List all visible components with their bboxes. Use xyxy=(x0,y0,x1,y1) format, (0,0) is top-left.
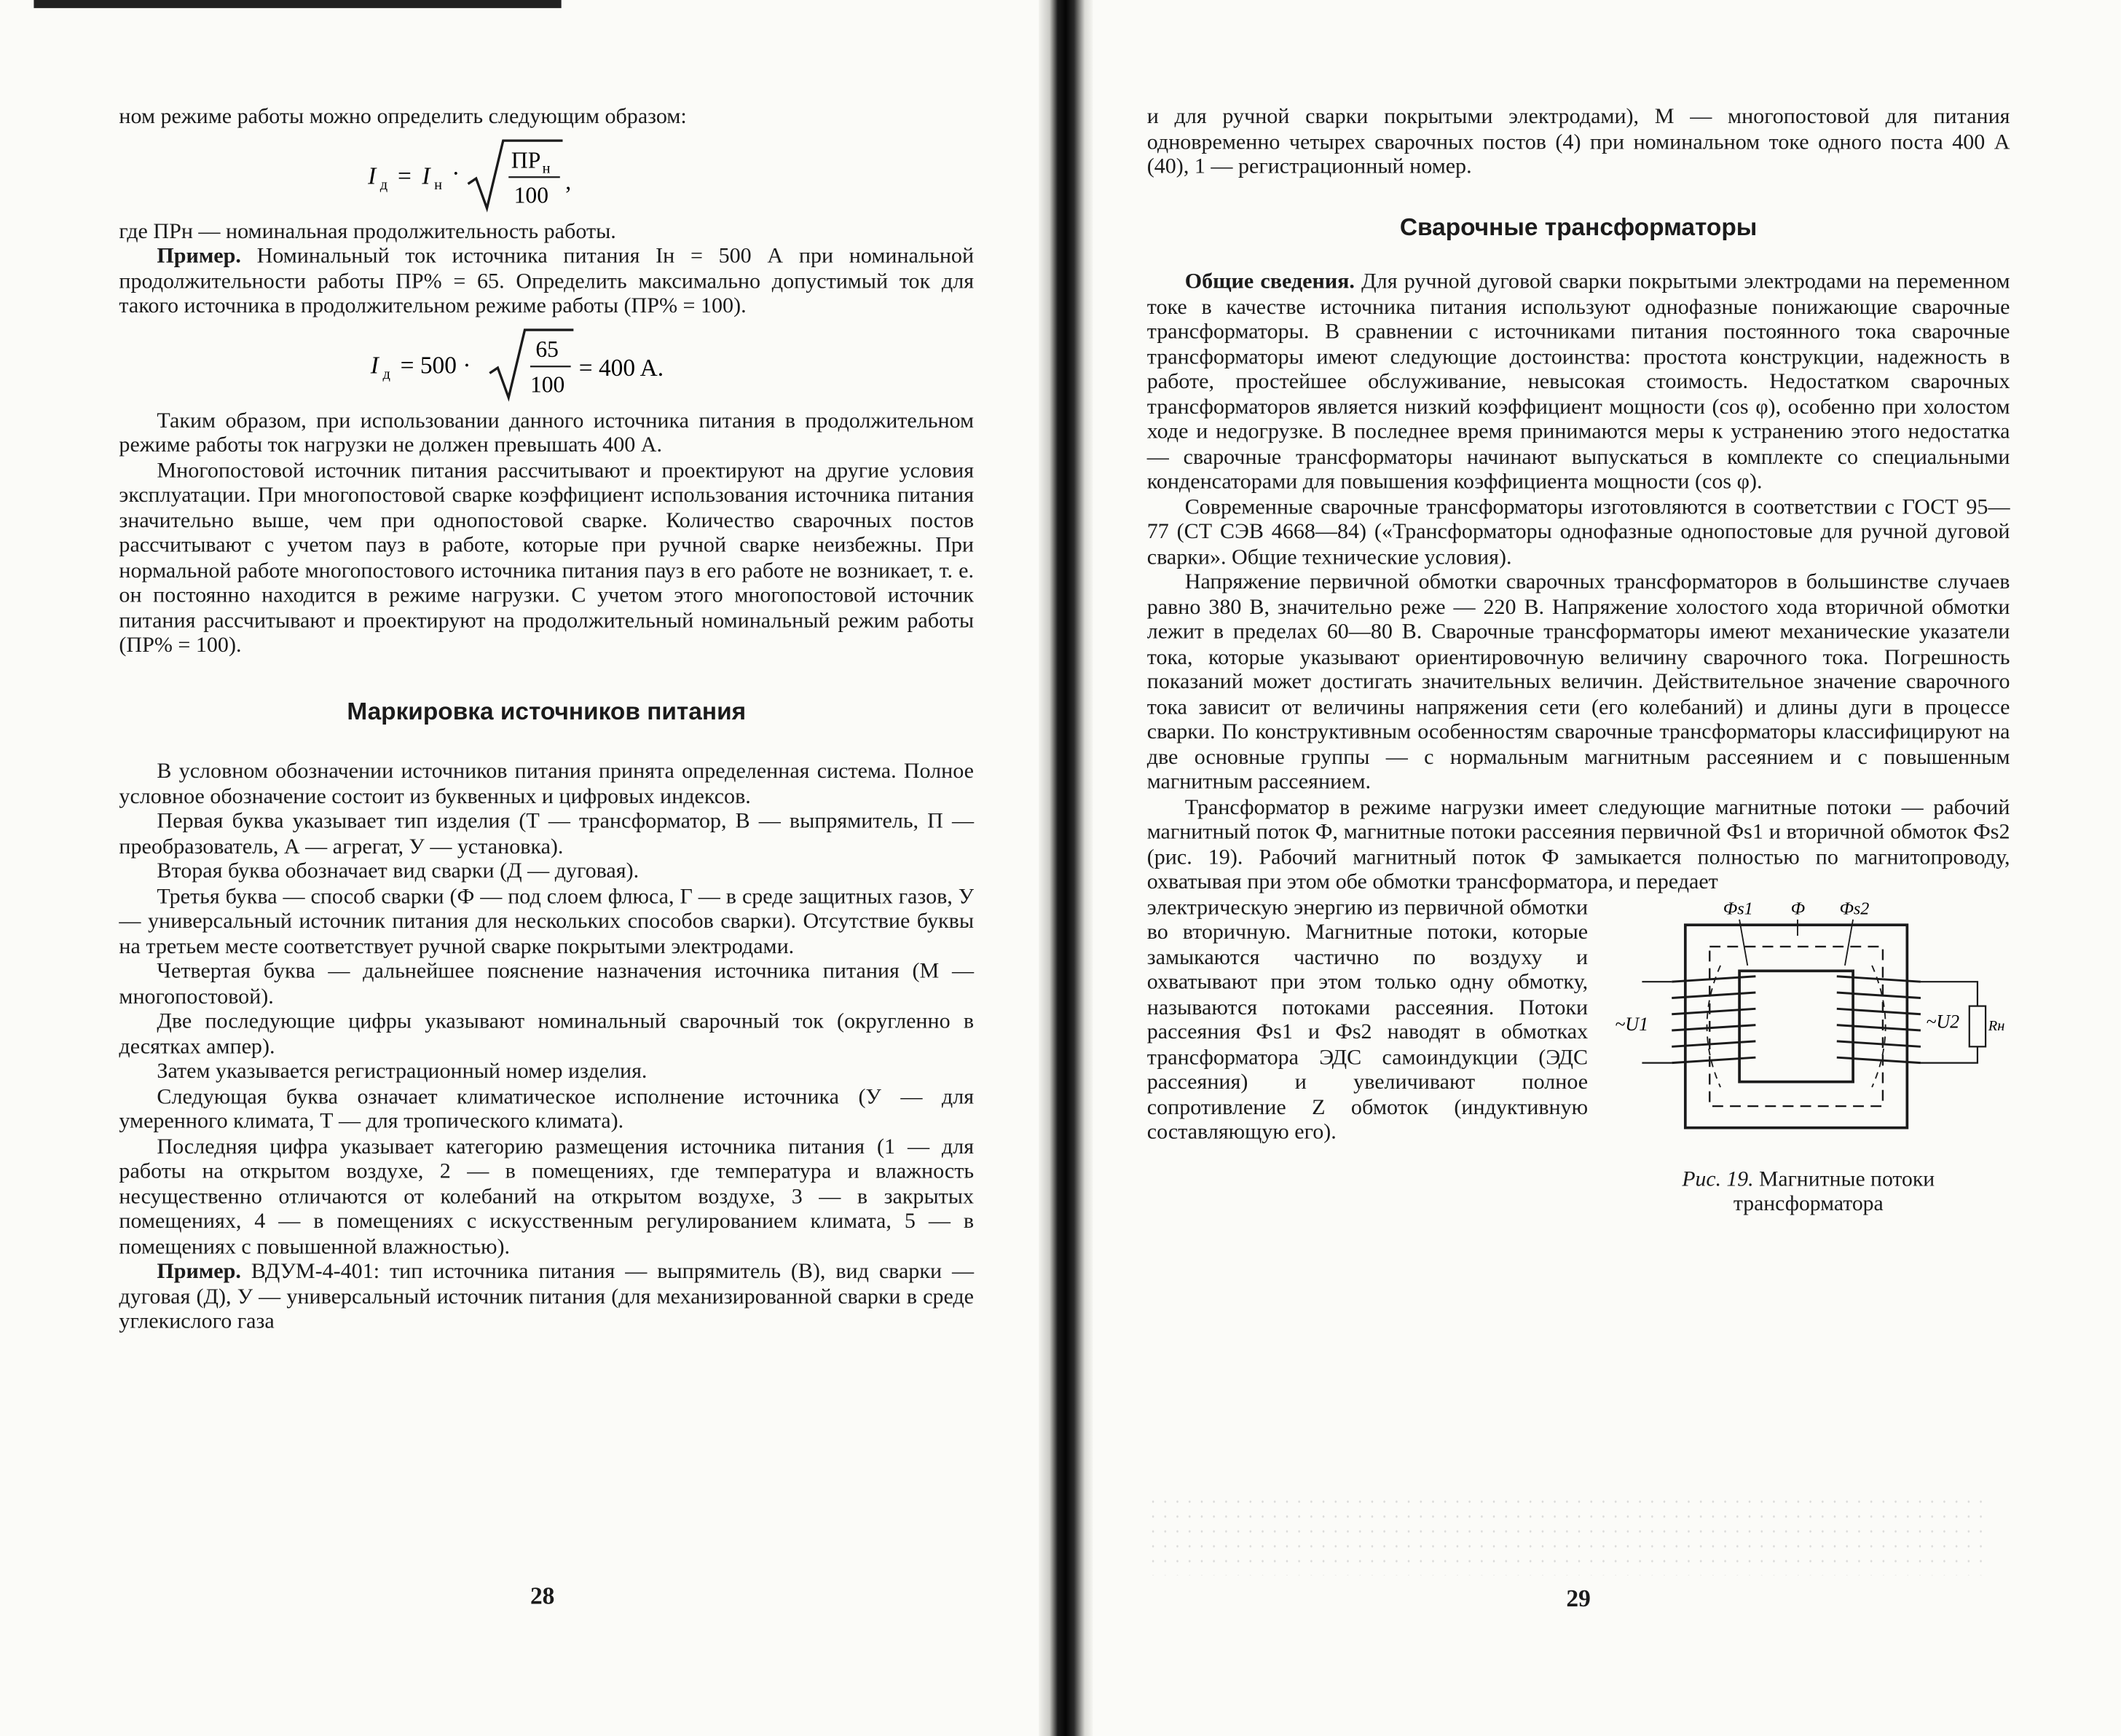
example2-label: Пример. xyxy=(157,1258,241,1284)
formula1-lhs: I xyxy=(368,162,377,189)
paragraph: Напряжение первичной обмотки сварочных трансформаторов в большинстве случаев равно 380 В, значительно реже — 220 В. Напряжение холостого хода вторичной обмотки лежит в пределах 60—80 В. Сварочные трансформаторы имеют механические указатели тока, которые указывают ориентировочную величину сварочного тока. Погрешность показаний может достигать значительных величин. Действительное значение сварочного тока зависит от величины напряжения сети (его колебаний) и длины дуги в процессе сварки. По конструктивным особенностям сварочные трансформаторы классифицируют на две основные группы — с нормальным магнитным рассеянием и с повышенным магнитным рассеянием. xyxy=(1146,569,2010,794)
section-heading-marking: Маркировка источников питания xyxy=(347,697,747,725)
svg-text:·: · xyxy=(452,159,460,186)
figure-wrap-block xyxy=(1147,894,2010,1217)
label-phi: Ф xyxy=(1790,898,1806,918)
right-page-text xyxy=(1147,104,2010,1217)
intro-line: ном режиме работы можно определить следующим образом: xyxy=(119,103,687,129)
paragraph: Многопостовой источник питания рассчитывают и проектируют на другие условия эксплуатации. При многопостовой сварке коэффициент использования источника питания значительно выше, чем при однопостовой сварке. Количество сварочных постов рассчитывают с учетом пауз в работе, которые при ручной сварке неизбежны. При нормальной работе многопостового источника питания пауз в его работе не возникает, т. е. он постоянно находится в режиме нагрузки. С учетом этого многопостовой источник питания рассчитывают и проектируют на продолжительный номинальный режим работы (ПР% = 100). xyxy=(119,457,975,658)
paragraph: Две последующие цифры указывают номинальный сварочный ток (округленно в десятках ампер). xyxy=(119,1009,975,1059)
paragraph: Первая буква указывает тип изделия (Т — трансформатор, В — выпрямитель, П — преобразователь, А — агрегат, У — установка). xyxy=(119,808,975,859)
formula2-lhs-sub: д xyxy=(382,366,390,382)
example2-text: ВДУМ-4-401: тип источника питания — выпрямитель (В), вид сварки — дуговая (Д), У — универсальный источник питания (для механизированной сварки в среде углекислого газа xyxy=(119,1258,975,1334)
paragraph: Следующая буква означает климатическое исполнение источника (У — для умеренного климата, Т — для тропического климата). xyxy=(119,1084,975,1134)
paragraph: В условном обозначении источников питания принята определенная система. Полное условное обозначение состоит из буквенных и цифровых индексов. xyxy=(119,758,975,808)
paragraph: Вторая буква обозначает вид сварки (Д — дуговая). xyxy=(157,859,640,883)
formula1-num: ПР xyxy=(511,146,541,173)
formula2-den: 100 xyxy=(530,371,565,397)
where-line: где ПРн — номинальная продолжительность работы. xyxy=(119,218,616,243)
formula1-rhs: I xyxy=(422,162,430,189)
paragraph: Современные сварочные трансформаторы изготовляются в соответствии с ГОСТ 95—77 (СТ СЭВ 4668—84) («Трансформаторы однофазные однопостовые для ручной дуговой сварки». Общие технические условия). xyxy=(1146,494,2010,569)
right-page xyxy=(1093,0,2120,1736)
formula2-result: = 400 A. xyxy=(578,354,664,382)
label-rn: Rн xyxy=(1988,1017,2005,1034)
formula-duty-current xyxy=(119,135,974,213)
svg-text:=: = xyxy=(397,162,412,189)
formula-example-result-svg xyxy=(344,324,749,403)
formula2-num: 65 xyxy=(535,336,559,362)
paragraph: Трансформатор в режиме нагрузки имеет следующие магнитные потоки — рабочий магнитный поток Ф, магнитные потоки рассеяния первичной Фs1 и вторичной обмоток Фs2 (рис. 19). Рабочий магнитный поток Ф замыкается полностью по магнитопроводу, охватывая при этом обе обмотки трансформатора, и передает xyxy=(1146,794,2010,894)
formula-duty-current-svg xyxy=(357,135,736,213)
left-page xyxy=(0,0,1039,1736)
wrap-text: электрическую энергию из первичной обмотки во вторичную. Магнитные потоки, которые замыкаются частично по воздуху и охватывают при этом только одну обмотку, называются потоками рассеяния. Потоки рассеяния Фs1 и Фs2 наводят в обмотках трансформатора ЭДС самоиндукции (ЭДС рассеяния) и увеличивают полное сопротивление Z обмоток (индуктивную составляющую его). xyxy=(1146,894,1589,1145)
continuation-paragraph: и для ручной сварки покрытыми электродами), М — многопостовой для питания одновременно четырех сварочных постов (4) при номинальном токе одного поста 400 А (40), 1 — регистрационный номер. xyxy=(1146,103,2010,179)
transformer-flux-diagram xyxy=(1613,894,2005,1159)
example1-label: Пример. xyxy=(157,243,241,268)
figure-19 xyxy=(1607,894,2010,1217)
formula-example-result xyxy=(119,324,974,403)
book-gutter xyxy=(1039,0,1093,1736)
label-phi-s2: Фs2 xyxy=(1839,898,1870,918)
paragraph: Последняя цифра указывает категорию размещения источника питания (1 — для работы на открытом воздухе, 2 — в помещениях, где температура и влажность несущественно отличаются от колебаний на открытом воздухе, 3 — в закрытых помещениях, 4 — в помещениях с искусственным регулированием климата, 5 — в помещениях с повышенной влажностью). xyxy=(119,1134,975,1258)
formula1-num-sub: н xyxy=(542,159,551,176)
formula1-lhs-sub: д xyxy=(379,176,388,193)
general-paragraph xyxy=(1147,269,2010,494)
formula2-eq: = 500 · xyxy=(400,351,471,379)
paragraph: Затем указывается регистрационный номер изделия. xyxy=(157,1059,648,1084)
figure-caption xyxy=(1607,1168,2010,1217)
section-heading-transformers: Сварочные трансформаторы xyxy=(1399,213,1758,240)
label-phi-s1: Фs1 xyxy=(1723,898,1753,918)
label-u2: ~U2 xyxy=(1926,1010,1960,1032)
label-u1: ~U1 xyxy=(1615,1013,1649,1035)
example2-paragraph xyxy=(119,1259,974,1334)
paragraph: Четвертая буква — дальнейшее пояснение назначения источника питания (М — многопостовой). xyxy=(119,958,975,1009)
figure-caption-label: Рис. 19. xyxy=(1682,1168,1754,1192)
paragraph: Таким образом, при использовании данного источника питания в продолжительном режиме работы ток нагрузки не должен превышать 400 А. xyxy=(119,407,975,457)
page-number-right: 29 xyxy=(1566,1585,1591,1612)
figure-caption-text: Магнитные потоки трансформатора xyxy=(1733,1168,1935,1216)
formula2-lhs: I xyxy=(370,351,379,379)
left-page-text xyxy=(119,104,974,1334)
scan-noise xyxy=(1147,1494,1986,1575)
paragraph: Третья буква — способ сварки (Ф — под слоем флюса, Г — в среде защитных газов, У — универсальный источник питания для нескольких способов сварки). Отсутствие буквы на третьем месте соответствует ручной сварке покрытыми электродами. xyxy=(119,883,975,958)
formula1-rhs-sub: н xyxy=(434,176,443,193)
formula1-den: 100 xyxy=(513,181,548,208)
example1-text: Номинальный ток источника питания Iн = 500 А при номинальной продолжительности работы ПР% = 65. Определить максимально допустимый ток для такого источника в продолжительном режиме работы (ПР% = 100). xyxy=(119,243,975,318)
general-text: Для ручной дуговой сварки покрытыми электродами на переменном токе в качестве источника питания используют однофазные понижающие сварочные трансформаторы. В сравнении с источниками питания постоянного тока сварочные трансформаторы имеют следующие достоинства: простота конструкции, надежность в работе, простейшее обслуживание, невысокая стоимость. Недостатком сварочных трансформаторов является низкий коэффициент мощности (cos φ), особенно при холостом ходе и недогрузке. В последнее время принимаются меры к устранению этого недостатка — сварочные трансформаторы начинают выпускаться в комплекте со специальными конденсаторами для повышения коэффициента мощности (cos φ). xyxy=(1146,269,2010,494)
formula1-tail: , xyxy=(565,168,572,194)
general-label: Общие сведения. xyxy=(1184,269,1355,293)
page-number-left: 28 xyxy=(530,1582,555,1609)
example1-paragraph xyxy=(119,243,974,318)
